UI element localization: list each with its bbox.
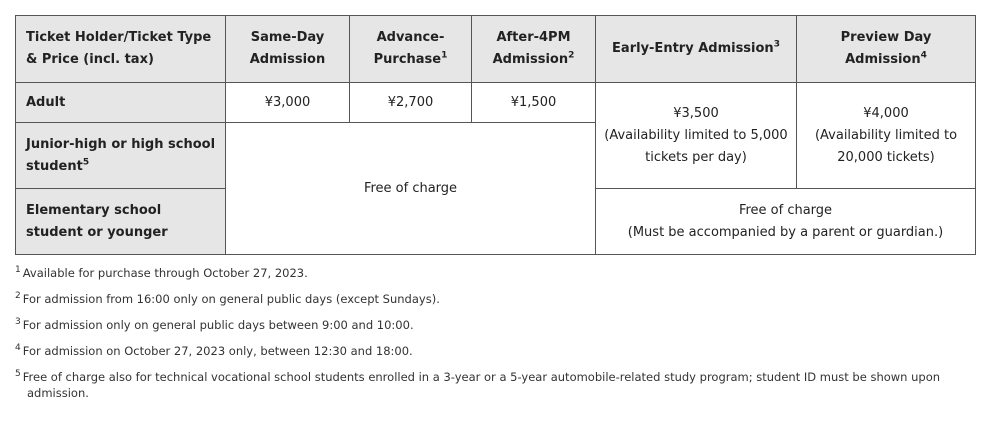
- preview-day-price: ¥4,000: [863, 105, 909, 121]
- adult-same-day-price: ¥3,000: [226, 83, 350, 123]
- footnote-2: [15, 291, 975, 307]
- elementary-special-cell: [596, 189, 976, 255]
- table-header-row: [16, 16, 976, 83]
- header-holder-type: Ticket Holder/Ticket Type & Price (incl. tax): [16, 16, 226, 83]
- row-label-adult: Adult: [16, 83, 226, 123]
- footnote-3-text: For admission only on general public days between 9:00 and 10:00.: [22, 318, 414, 332]
- footnote-5-num: 5: [15, 369, 21, 380]
- header-advance-note: 1: [441, 50, 448, 61]
- row-label-junior-note: 5: [82, 157, 90, 168]
- footnote-4-text: For admission on October 27, 2023 only, between 12:30 and 18:00.: [22, 344, 413, 358]
- header-after4pm-label: After-4PM Admission: [492, 30, 571, 67]
- header-early-entry-label: Early-Entry Admission: [612, 41, 774, 56]
- footnote-1: [15, 265, 975, 281]
- header-same-day: Same-Day Admission: [226, 16, 350, 83]
- adult-after4pm-price: ¥1,500: [472, 83, 596, 123]
- header-preview-day-label: Preview Day Admission: [840, 30, 932, 67]
- footnote-3-num: 3: [15, 317, 21, 328]
- header-advance-purchase: [350, 16, 472, 83]
- preview-day-limit: (Availability limited to 20,000 tickets): [814, 127, 958, 165]
- preview-day-price-cell: [797, 83, 976, 189]
- footnote-4: [15, 343, 975, 359]
- header-early-entry: [596, 16, 797, 83]
- early-entry-price-cell: [596, 83, 797, 189]
- header-preview-day-note: 4: [920, 50, 927, 61]
- row-label-junior-text: Junior-high or high school student: [26, 136, 216, 174]
- header-after-4pm: [472, 16, 596, 83]
- early-entry-price: ¥3,500: [673, 105, 719, 121]
- adult-advance-price: ¥2,700: [350, 83, 472, 123]
- row-label-elementary: Elementary school student or younger: [16, 189, 226, 255]
- footnote-4-num: 4: [15, 343, 21, 354]
- ticket-price-table: [15, 15, 976, 255]
- footnote-3: [15, 317, 975, 333]
- footnote-5-text: Free of charge also for technical vocational school students enrolled in a 3-year or a 5-year automobile-related study program; student ID must be shown upon admission.: [22, 370, 941, 400]
- elementary-free: Free of charge: [738, 202, 833, 218]
- elementary-free-note: (Must be accompanied by a parent or guardian.): [627, 224, 944, 240]
- footnote-5: [15, 369, 975, 401]
- footnote-2-num: 2: [15, 291, 21, 302]
- header-early-entry-note: 3: [773, 39, 780, 50]
- table-row-adult: [16, 83, 976, 123]
- early-entry-limit: (Availability limited to 5,000 tickets per day): [604, 127, 788, 165]
- header-advance-label: Advance-Purchase: [373, 30, 445, 67]
- ticket-info: [15, 15, 975, 411]
- header-preview-day: [797, 16, 976, 83]
- footnote-2-text: For admission from 16:00 only on general public days (except Sundays).: [22, 292, 440, 306]
- footnote-1-num: 1: [15, 265, 21, 276]
- free-of-charge-cell: Free of charge: [226, 123, 596, 255]
- footnote-1-text: Available for purchase through October 27, 2023.: [22, 266, 308, 280]
- row-label-junior: [16, 123, 226, 189]
- footnotes: [15, 265, 975, 401]
- header-after4pm-note: 2: [568, 50, 575, 61]
